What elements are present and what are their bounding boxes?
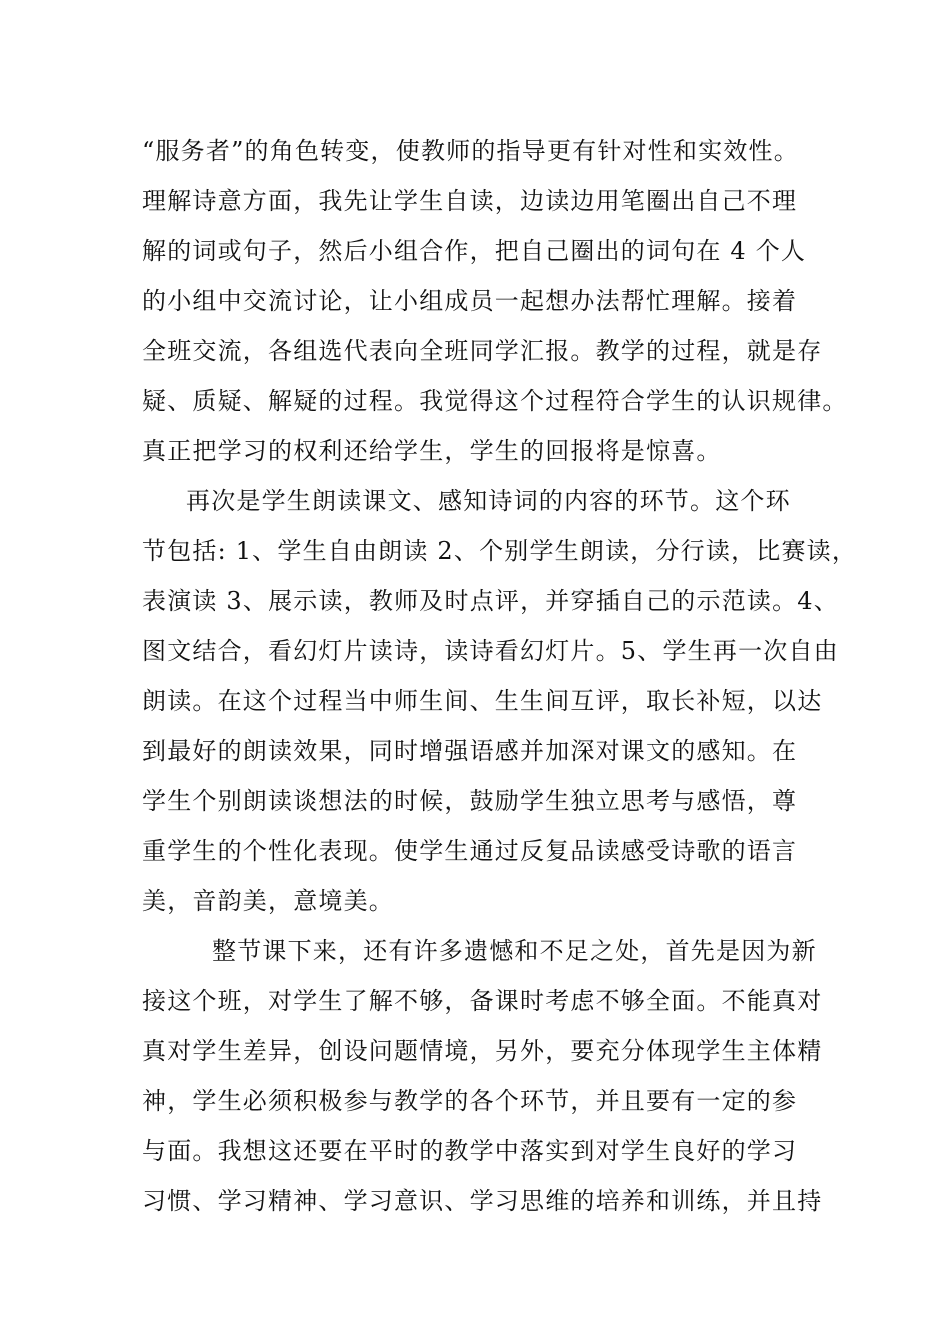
paragraph-2-line-3: 表演读 3、展示读，教师及时点评，并穿插自己的示范读。4、 <box>142 587 839 615</box>
document-body <box>142 126 858 1226</box>
paragraph-1-line-2: 理解诗意方面，我先让学生自读，边读边用笔圈出自己不理 <box>142 187 798 215</box>
paragraph-2-line-2: 节包括: 1、学生自由朗读 2、个别学生朗读，分行读，比赛读， <box>142 537 858 565</box>
paragraph-3-line-6: 习惯、学习精神、学习意识、学习思维的培养和训练，并且持 <box>142 1187 823 1215</box>
paragraph-1-line-4: 的小组中交流讨论，让小组成员一起想办法帮忙理解。接着 <box>142 287 798 315</box>
paragraph-2-line-1: 再次是学生朗读课文、感知诗词的内容的环节。这个环 <box>186 487 791 515</box>
paragraph-3-line-5: 与面。我想这还要在平时的教学中落实到对学生良好的学习 <box>142 1137 798 1165</box>
paragraph-1-line-1: “服务者”的角色转变，使教师的指导更有针对性和实效性。 <box>142 137 799 165</box>
paragraph-3-line-2: 接这个班，对学生了解不够，备课时考虑不够全面。不能真对 <box>142 987 823 1015</box>
paragraph-3-line-1: 整节课下来，还有许多遗憾和不足之处，首先是因为新 <box>212 937 817 965</box>
paragraph-3-line-3: 真对学生差异，创设问题情境，另外，要充分体现学生主体精 <box>142 1037 823 1065</box>
paragraph-2-line-4: 图文结合，看幻灯片读诗，读诗看幻灯片。5、学生再一次自由 <box>142 637 839 665</box>
paragraph-1-line-5: 全班交流，各组选代表向全班同学汇报。教学的过程，就是存 <box>142 337 823 365</box>
paragraph-3-line-4: 神，学生必须积极参与教学的各个环节，并且要有一定的参 <box>142 1087 798 1115</box>
paragraph-1-line-6: 疑、质疑、解疑的过程。我觉得这个过程符合学生的认识规律。 <box>142 387 848 415</box>
paragraph-1-line-7: 真正把学习的权利还给学生，学生的回报将是惊喜。 <box>142 437 722 465</box>
paragraph-2-line-9: 美，音韵美，意境美。 <box>142 887 394 915</box>
paragraph-1-line-3: 解的词或句子，然后小组合作，把自己圈出的词句在 4 个人 <box>142 237 807 265</box>
paragraph-2-line-5: 朗读。在这个过程当中师生间、生生间互评，取长补短，以达 <box>142 687 823 715</box>
paragraph-2-line-8: 重学生的个性化表现。使学生通过反复品读感受诗歌的语言 <box>142 837 798 865</box>
paragraph-2-line-7: 学生个别朗读谈想法的时候，鼓励学生独立思考与感悟，尊 <box>142 787 798 815</box>
paragraph-2-line-6: 到最好的朗读效果，同时增强语感并加深对课文的感知。在 <box>142 737 798 765</box>
